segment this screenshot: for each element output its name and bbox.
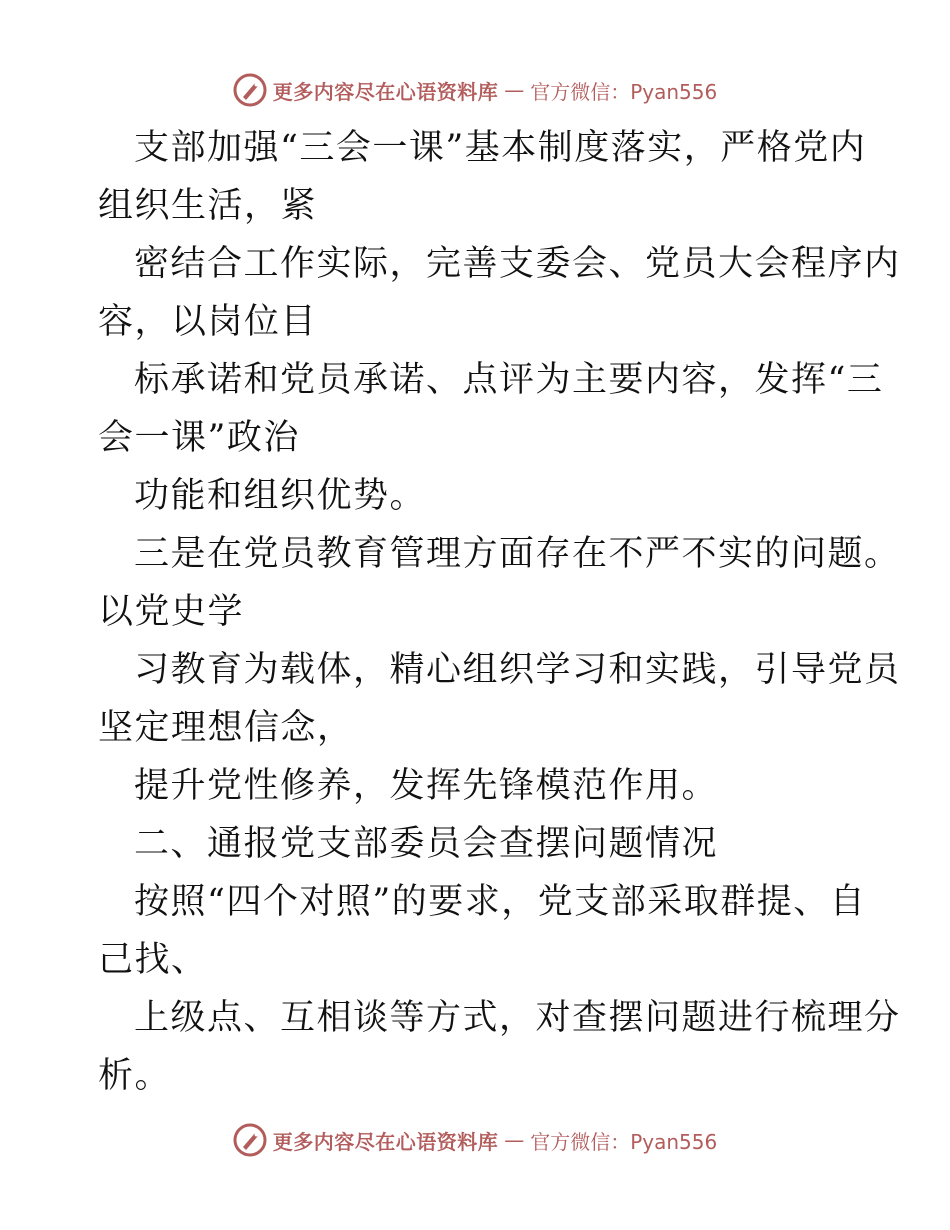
text-line: 标承诺和党员承诺、点评为主要内容，发挥“三 [134,360,884,400]
text-line: 组织生活，紧 [98,186,318,226]
section-heading: 二、通报党支部委员会查摆问题情况 [134,824,719,864]
text-line: 提升党性修养，发挥先锋模范作用。 [134,766,719,806]
text-line: 支部加强“三会一课”基本制度落实，严格党内 [134,128,867,168]
header-watermark-banner [0,70,950,110]
text-line: 会一课”政治 [98,418,300,458]
text-line: 按照“四个对照”的要求，党支部采取群提、自 [134,882,867,922]
document-body [98,124,901,1110]
banner-separator: — [504,1128,525,1152]
text-line: 三是在党员教育管理方面存在不严不实的问题。 [134,534,901,574]
pen-nib-logo-icon [233,73,267,107]
text-line: 析。 [98,1056,172,1096]
text-line: 坚定理想信念， [98,708,354,748]
footer-watermark-banner [0,1120,950,1160]
text-line: 习教育为载体，精心组织学习和实践，引导党员 [134,650,901,690]
banner-main-text: 更多内容尽在心语资料库 [272,79,499,104]
text-line: 功能和组织优势。 [134,476,427,516]
text-line: 己找、 [98,940,208,980]
banner-wechat-text: 官方微信：Pyan556 [530,79,718,104]
banner-separator: — [504,78,525,102]
text-line: 容，以岗位目 [98,302,318,342]
text-line: 密结合工作实际，完善支委会、党员大会程序内 [134,244,901,284]
banner-main-text: 更多内容尽在心语资料库 [272,1129,499,1154]
banner-wechat-text: 官方微信：Pyan556 [530,1129,718,1154]
text-line: 上级点、互相谈等方式，对查摆问题进行梳理分 [134,998,901,1038]
text-line: 以党史学 [98,592,245,632]
pen-nib-logo-icon [233,1123,267,1157]
